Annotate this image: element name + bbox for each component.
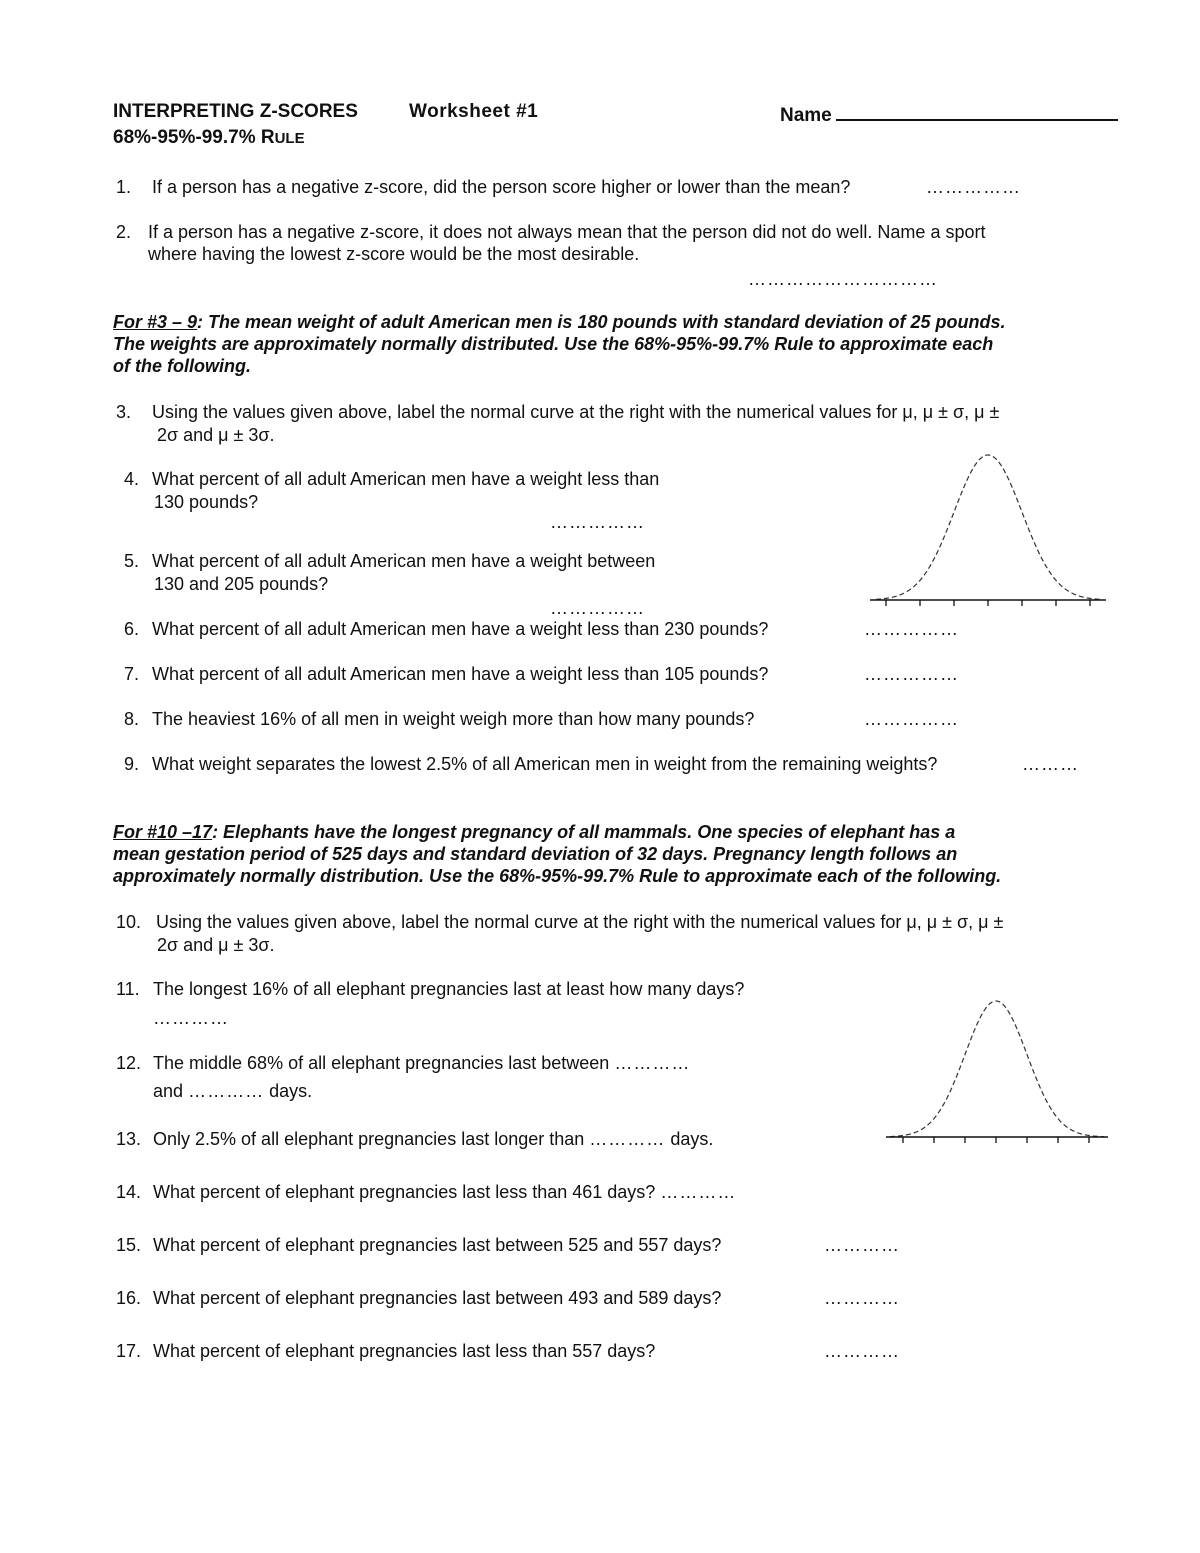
- rule-subtitle: [113, 127, 305, 150]
- q17-text: What percent of elephant pregnancies last less than 557 days?: [153, 1341, 656, 1361]
- curve-tick-marks: [886, 600, 1090, 606]
- q7-answer-blank[interactable]: ……………: [864, 664, 959, 684]
- q9-answer-blank[interactable]: ………: [1022, 754, 1079, 774]
- q2-text-line1: If a person has a negative z-score, it does not always mean that the person did not do well. Name a sport: [148, 222, 986, 242]
- q10-text-line2: 2σ and μ ± 3σ.: [157, 935, 275, 955]
- worksheet-title: INTERPRETING Z-SCORES: [113, 101, 358, 122]
- q2-answer-blank[interactable]: …………………………: [748, 269, 938, 289]
- q10-number: 10.: [116, 912, 142, 932]
- q15-answer-blank[interactable]: …………: [824, 1235, 900, 1255]
- q12-text: The middle 68% of all elephant pregnancies last between: [153, 1053, 610, 1073]
- q14-number: 14.: [116, 1182, 142, 1202]
- q12-days: days.: [269, 1081, 313, 1101]
- q16-text: What percent of elephant pregnancies last between 493 and 589 days?: [153, 1288, 722, 1308]
- q14-text: What percent of elephant pregnancies last less than 461 days?: [153, 1182, 656, 1202]
- q7-number: 7.: [124, 664, 140, 684]
- q13-text-line: [153, 1128, 713, 1150]
- q11-text: The longest 16% of all elephant pregnancies last at least how many days?: [153, 979, 745, 999]
- normal-curve-gestation: [882, 994, 1112, 1144]
- q10-text-line1: Using the values given above, label the normal curve at the right with the numerical values for μ, μ ± σ, μ ±: [156, 912, 1004, 932]
- section2-intro-line2: mean gestation period of 525 days and standard deviation of 32 days. Pregnancy length follows an: [113, 844, 958, 864]
- section1-intro-line3: of the following.: [113, 356, 251, 376]
- rule-subtitle-main: 68%-95%-99.7% R: [113, 127, 275, 148]
- section2-intro-line1: [113, 821, 955, 843]
- q13-number: 13.: [116, 1129, 142, 1149]
- q1-text: If a person has a negative z-score, did the person score higher or lower than the mean?: [152, 177, 851, 197]
- q12-text-line1: [153, 1052, 690, 1074]
- q5-text-line2: 130 and 205 pounds?: [154, 574, 329, 594]
- q5-text-line1: What percent of all adult American men have a weight between: [152, 551, 656, 571]
- q1-number: 1.: [116, 177, 132, 197]
- q8-answer-blank[interactable]: ……………: [864, 709, 959, 729]
- q15-text: What percent of elephant pregnancies last between 525 and 557 days?: [153, 1235, 722, 1255]
- name-field[interactable]: [780, 101, 1118, 127]
- q17-answer-blank[interactable]: …………: [824, 1341, 900, 1361]
- q6-text: What percent of all adult American men have a weight less than 230 pounds?: [152, 619, 769, 639]
- q12-answer-blank-1[interactable]: …………: [614, 1053, 691, 1073]
- curve-tick-marks: [903, 1137, 1089, 1143]
- q8-number: 8.: [124, 709, 140, 729]
- q14-answer-blank[interactable]: …………: [660, 1182, 737, 1202]
- q2-text-line2: where having the lowest z-score would be the most desirable.: [148, 244, 640, 264]
- q16-answer-blank[interactable]: …………: [824, 1288, 900, 1308]
- q5-answer-blank[interactable]: ……………: [550, 598, 645, 618]
- section1-intro-line1: [113, 311, 1006, 333]
- worksheet-number: Worksheet #1: [409, 101, 539, 122]
- q3-number: 3.: [116, 402, 132, 422]
- q4-answer-blank[interactable]: ……………: [550, 512, 645, 532]
- q12-answer-blank-2[interactable]: …………: [188, 1081, 265, 1101]
- q9-number: 9.: [124, 754, 140, 774]
- q2-number: 2.: [116, 222, 132, 242]
- q13-answer-blank[interactable]: …………: [589, 1129, 666, 1149]
- q17-number: 17.: [116, 1341, 142, 1361]
- q5-number: 5.: [124, 551, 140, 571]
- q4-text-line1: What percent of all adult American men have a weight less than: [152, 469, 660, 489]
- q8-text: The heaviest 16% of all men in weight weigh more than how many pounds?: [152, 709, 755, 729]
- q15-number: 15.: [116, 1235, 142, 1255]
- q12-number: 12.: [116, 1053, 142, 1073]
- q11-answer-blank[interactable]: …………: [153, 1008, 229, 1028]
- normal-curve-line: [876, 455, 1100, 599]
- q13-days: days.: [670, 1129, 714, 1149]
- q6-number: 6.: [124, 619, 140, 639]
- section2-line1-text: : Elephants have the longest pregnancy of all mammals. One species of elephant has a: [212, 822, 956, 842]
- section2-lead: For #10 –17: [113, 822, 213, 842]
- q9-text: What weight separates the lowest 2.5% of all American men in weight from the remaining weights?: [152, 754, 938, 774]
- q12-text-line2: [153, 1080, 312, 1102]
- q1-answer-blank[interactable]: ……………: [926, 177, 1021, 197]
- section1-lead: For #3 – 9: [113, 312, 198, 332]
- q13-text: Only 2.5% of all elephant pregnancies last longer than: [153, 1129, 585, 1149]
- name-blank-line[interactable]: [836, 101, 1118, 121]
- q7-text: What percent of all adult American men have a weight less than 105 pounds?: [152, 664, 769, 684]
- q6-answer-blank[interactable]: ……………: [864, 619, 959, 639]
- q12-and: and: [153, 1081, 184, 1101]
- q4-number: 4.: [124, 469, 140, 489]
- section2-intro-line3: approximately normally distribution. Use the 68%-95%-99.7% Rule to approximate each of the following.: [113, 866, 1002, 886]
- q3-text-line1: Using the values given above, label the normal curve at the right with the numerical values for μ, μ ± σ, μ ±: [152, 402, 1000, 422]
- normal-curve-line: [890, 1001, 1104, 1137]
- q3-text-line2: 2σ and μ ± 3σ.: [157, 425, 275, 445]
- section1-line1-text: : The mean weight of adult American men is 180 pounds with standard deviation of 25 pounds.: [197, 312, 1006, 332]
- rule-subtitle-smallcaps: ULE: [274, 130, 305, 147]
- q16-number: 16.: [116, 1288, 142, 1308]
- name-label: Name: [780, 105, 832, 126]
- section1-intro-line2: The weights are approximately normally distributed. Use the 68%-95%-99.7% Rule to approximate each: [113, 334, 994, 354]
- q14-text-line: [153, 1181, 736, 1203]
- q4-text-line2: 130 pounds?: [154, 492, 259, 512]
- q11-number: 11.: [116, 979, 140, 999]
- normal-curve-weights: [868, 448, 1108, 608]
